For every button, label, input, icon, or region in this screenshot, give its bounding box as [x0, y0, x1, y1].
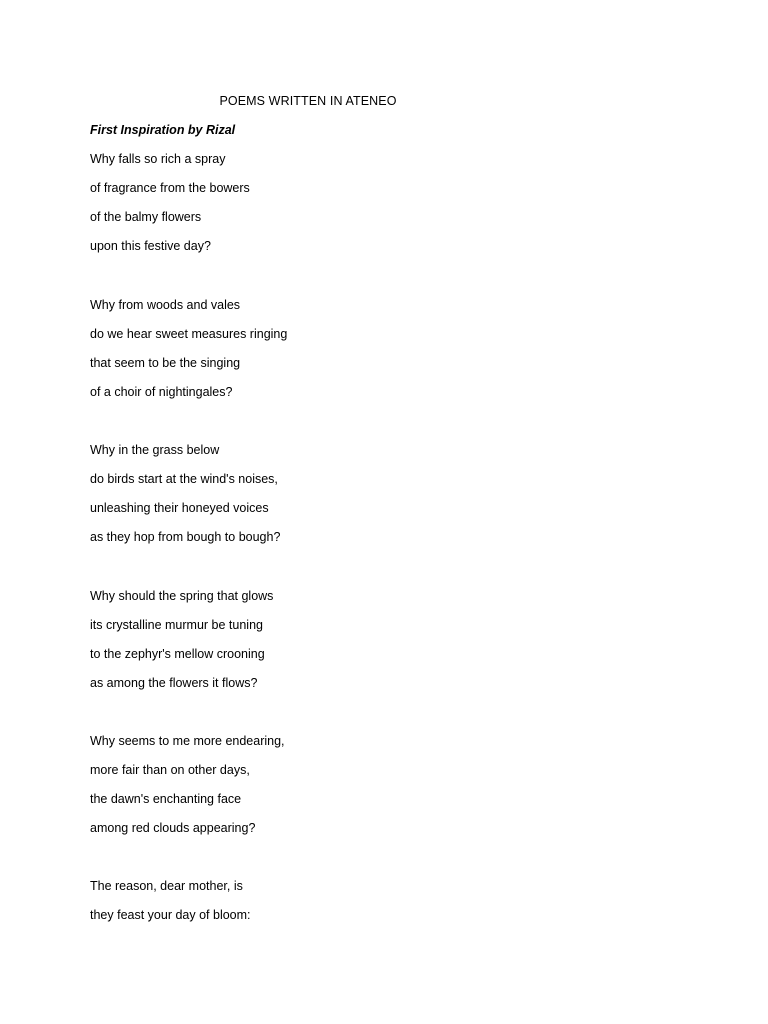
- stanza-3: [90, 436, 280, 552]
- poem-line: do we hear sweet measures ringing: [90, 327, 288, 342]
- document-title: POEMS WRITTEN IN ATENEO: [219, 94, 397, 108]
- poem-line: do birds start at the wind's noises,: [90, 472, 278, 487]
- stanza-5: [90, 727, 285, 843]
- poem-line: as among the flowers it flows?: [90, 676, 258, 691]
- stanza-1: [90, 145, 250, 261]
- poem-title: First Inspiration by Rizal: [90, 123, 236, 137]
- poem-line: the dawn's enchanting face: [90, 792, 242, 807]
- stanza-4: [90, 582, 273, 698]
- poem-line: of a choir of nightingales?: [90, 385, 233, 400]
- stanza-6: [90, 872, 251, 930]
- poem-line: that seem to be the singing: [90, 356, 241, 371]
- poem-line: unleashing their honeyed voices: [90, 501, 269, 516]
- poem-line: Why from woods and vales: [90, 298, 241, 312]
- poem-line: The reason, dear mother, is: [90, 879, 243, 893]
- poem-line: Why should the spring that glows: [90, 589, 274, 603]
- poem-line: Why in the grass below: [90, 443, 220, 457]
- stanza-2: [90, 291, 287, 407]
- poem-line: Why seems to me more endearing,: [90, 734, 285, 748]
- poem-line: as they hop from bough to bough?: [90, 530, 281, 545]
- poem-line: of fragrance from the bowers: [90, 181, 250, 196]
- poem-line: to the zephyr's mellow crooning: [90, 647, 265, 662]
- poem-line: of the balmy flowers: [90, 210, 202, 225]
- poem-line: more fair than on other days,: [90, 763, 250, 778]
- poem-line: they feast your day of bloom:: [90, 908, 251, 923]
- poem-line: among red clouds appearing?: [90, 821, 256, 836]
- poem-line: Why falls so rich a spray: [90, 152, 226, 166]
- poem-line: upon this festive day?: [90, 239, 211, 254]
- poem-line: its crystalline murmur be tuning: [90, 618, 263, 633]
